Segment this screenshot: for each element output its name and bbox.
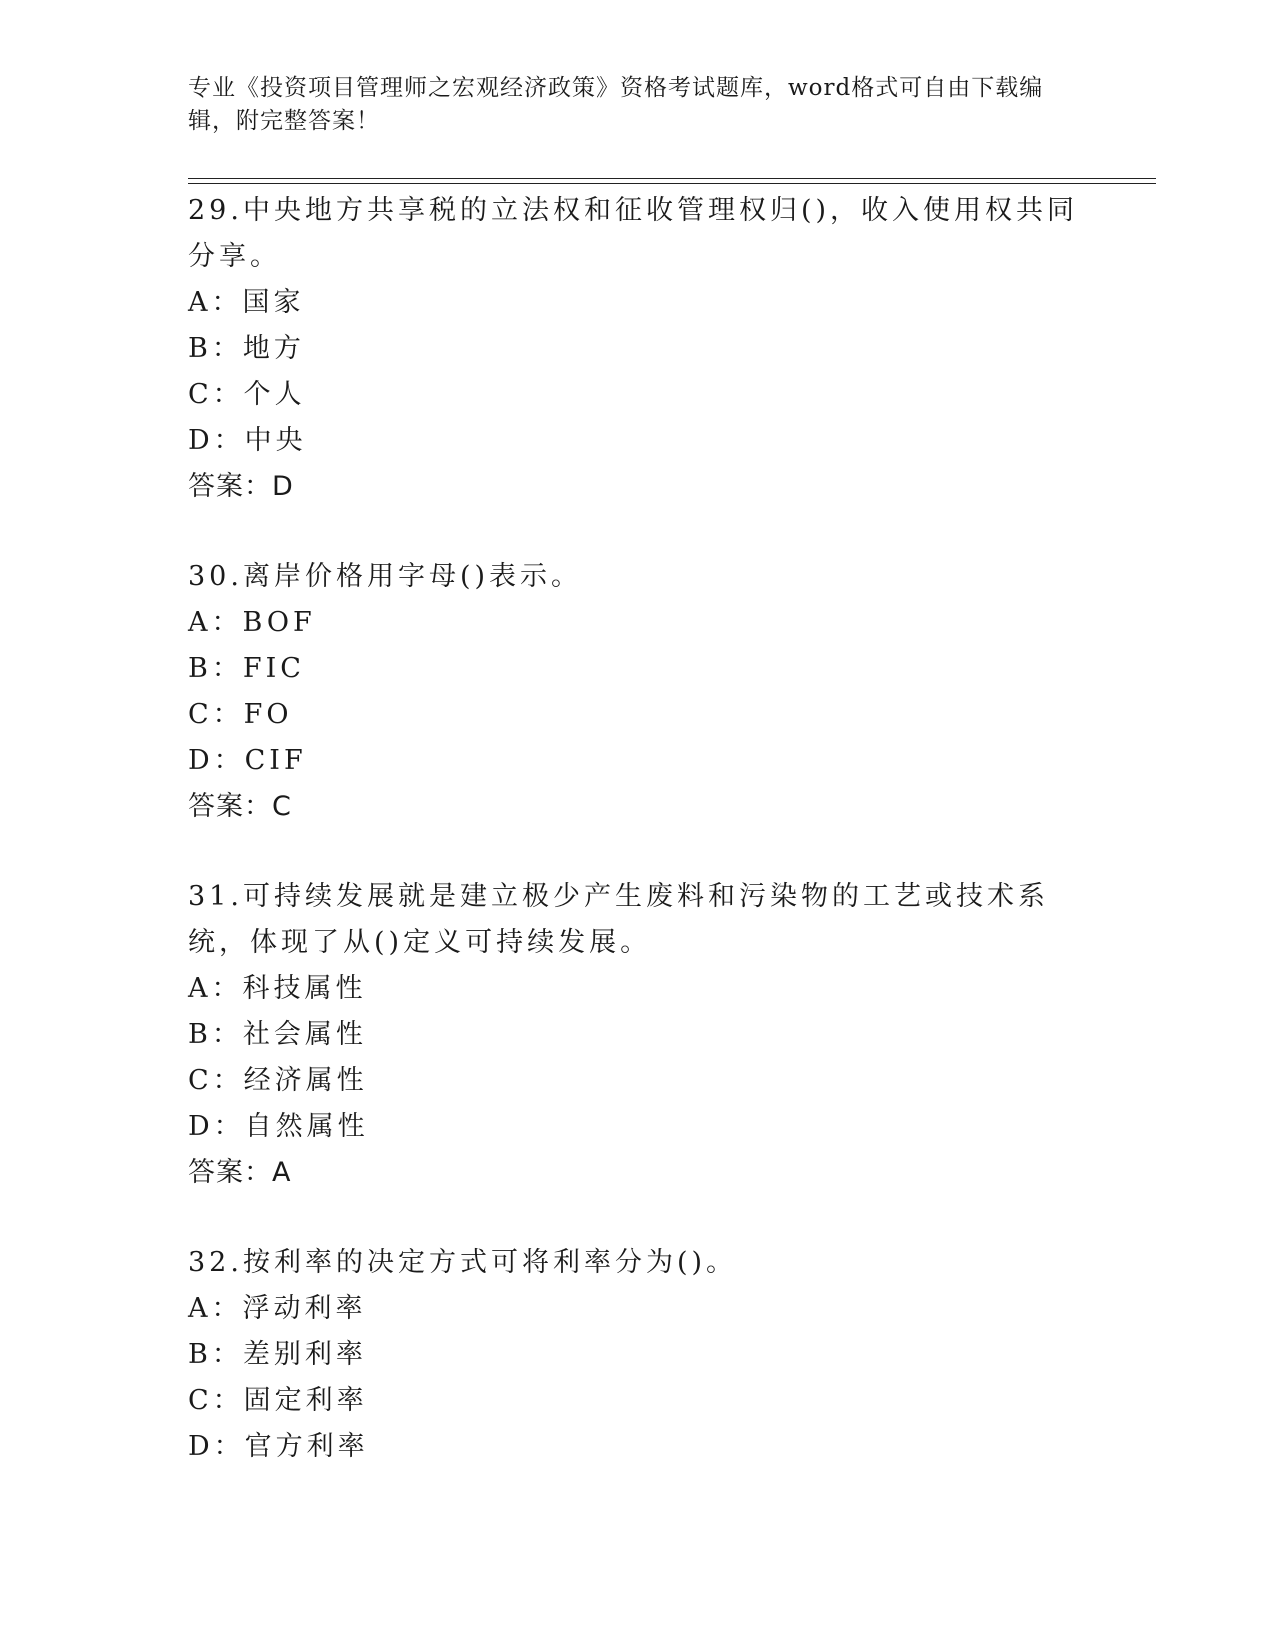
header-divider-bottom: [188, 183, 1156, 184]
answer-line: 答案：C: [188, 791, 292, 822]
question-spacer: [188, 510, 1088, 554]
question-stem: 30.离岸价格用字母()表示。: [188, 561, 583, 592]
question-30: [188, 554, 1088, 830]
question-list: [188, 188, 1088, 1470]
option-a: A：国家: [188, 287, 305, 318]
answer-line: 答案：A: [188, 1157, 292, 1188]
option-c: C：经济属性: [188, 1065, 368, 1096]
option-d: D：官方利率: [188, 1431, 369, 1462]
option-b: B：社会属性: [188, 1019, 367, 1050]
answer-line: 答案：D: [188, 471, 294, 502]
option-a: A：浮动利率: [188, 1293, 367, 1324]
option-c: C：FO: [188, 699, 293, 730]
option-a: A：BOF: [188, 607, 316, 638]
option-d: D：中央: [188, 425, 307, 456]
question-spacer: [188, 830, 1088, 874]
question-spacer: [188, 1196, 1088, 1240]
question-stem: 32.按利率的决定方式可将利率分为()。: [188, 1247, 738, 1278]
option-d: D：自然属性: [188, 1111, 369, 1142]
question-31: [188, 874, 1088, 1196]
document-intro: 专业《投资项目管理师之宏观经济政策》资格考试题库，word格式可自由下载编辑，附完整答案！: [188, 75, 1044, 134]
option-b: B：差别利率: [188, 1339, 367, 1370]
option-c: C：固定利率: [188, 1385, 368, 1416]
question-stem: 29.中央地方共享税的立法权和征收管理权归()，收入使用权共同分享。: [188, 195, 1079, 272]
option-b: B：地方: [188, 333, 305, 364]
question-29: [188, 188, 1088, 510]
option-b: B：FIC: [188, 653, 305, 684]
header-divider-top: [188, 178, 1156, 179]
question-stem: 31.可持续发展就是建立极少产生废料和污染物的工艺或技术系统，体现了从()定义可持续发展。: [188, 881, 1049, 958]
option-a: A：科技属性: [188, 973, 367, 1004]
option-d: D：CIF: [188, 745, 307, 776]
option-c: C：个人: [188, 379, 306, 410]
question-32: [188, 1240, 1088, 1470]
